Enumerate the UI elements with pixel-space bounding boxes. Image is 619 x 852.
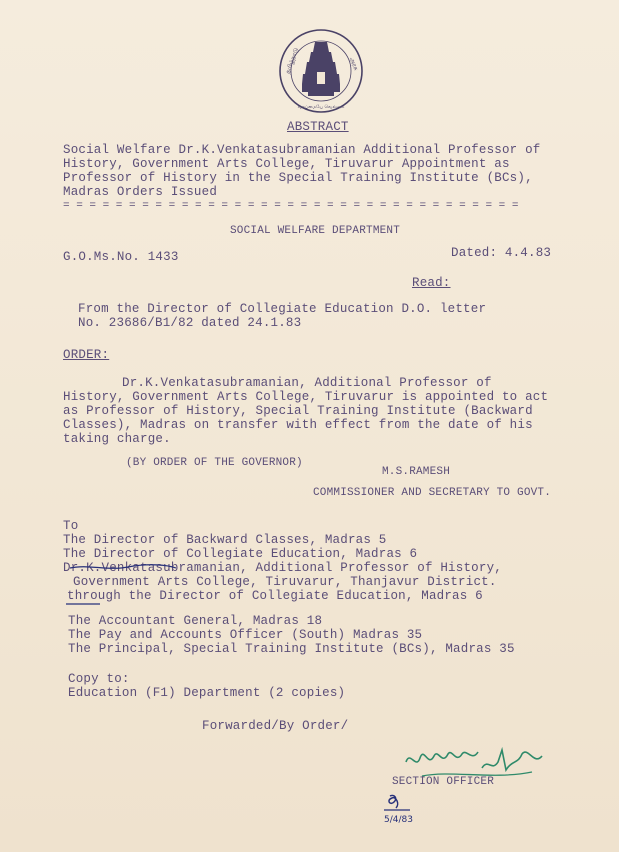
order-line-5: taking charge. [63, 432, 171, 446]
to-label: To [63, 519, 79, 533]
order-line-3: as Professor of History, Special Training Institute (Backward [63, 404, 533, 418]
order-line-1: Dr.K.Venkatasubramanian, Additional Professor of [122, 376, 492, 390]
blue-ink-initials [380, 792, 414, 828]
order-line-4: Classes), Madras on transfer with effect from the date of his [63, 418, 533, 432]
subject-line-2: History, Government Arts College, Tiruvarur Appointment as [63, 157, 510, 171]
read-heading: Read: [412, 276, 451, 290]
recipient-1: The Director of Backward Classes, Madras 5 [63, 533, 387, 547]
department-heading: SOCIAL WELFARE DEPARTMENT [230, 225, 401, 237]
emblem-motto: வாய்மையே வெல்லும் [297, 105, 345, 110]
subject-line-1: Social Welfare Dr.K.Venkatasubramanian Additional Professor of [63, 143, 541, 157]
order-line-2: History, Government Arts College, Tiruvarur is appointed to act [63, 390, 549, 404]
forwarded-by-order: Forwarded/By Order/ [202, 719, 349, 733]
separator-line: = = = = = = = = = = = = = = = = = = = = = = = = = = = = = = = = = = = [63, 200, 519, 212]
recipient-8: The Principal, Special Training Institute (BCs), Madras 35 [68, 642, 515, 656]
read-line-2: No. 23686/B1/82 dated 24.1.83 [78, 316, 302, 330]
recipient-4: Government Arts College, Tiruvarur, Thanjavur District. [73, 575, 497, 589]
go-number: G.O.Ms.No. 1433 [63, 250, 179, 264]
order-heading: ORDER: [63, 348, 110, 362]
emblem-left-text: தமிழ்நாடு [284, 46, 301, 75]
signatory-title: COMMISSIONER AND SECRETARY TO GOVT. [313, 487, 552, 499]
signatory-name: M.S.RAMESH [382, 466, 451, 478]
copy-to-label: Copy to: [68, 672, 130, 686]
recipient-2: The Director of Collegiate Education, Madras 6 [63, 547, 418, 561]
abstract-heading: ABSTRACT [287, 120, 349, 134]
svg-text:5/4/83: 5/4/83 [384, 815, 413, 825]
recipient-6: The Accountant General, Madras 18 [68, 614, 323, 628]
tamil-nadu-emblem [278, 28, 364, 114]
through-underline [66, 602, 100, 606]
read-line-1: From the Director of Collegiate Education D.O. letter [78, 302, 487, 316]
section-officer-label: SECTION OFFICER [392, 776, 495, 788]
recipient-3: Dr.K.Venkatasubramanian, Additional Professor of History, [63, 561, 502, 575]
emblem-right-text: அரசு [348, 56, 360, 72]
copy-to-line: Education (F1) Department (2 copies) [68, 686, 346, 700]
subject-line-4: Madras Orders Issued [63, 185, 218, 199]
recipient-5: through the Director of Collegiate Education, Madras 6 [67, 589, 483, 603]
pen-underline-mark [68, 562, 178, 572]
order-date: Dated: 4.4.83 [451, 246, 552, 260]
by-order-of-governor: (BY ORDER OF THE GOVERNOR) [126, 457, 303, 469]
recipient-7: The Pay and Accounts Officer (South) Madras 35 [68, 628, 423, 642]
subject-line-3: Professor of History in the Special Training Institute (BCs), [63, 171, 533, 185]
